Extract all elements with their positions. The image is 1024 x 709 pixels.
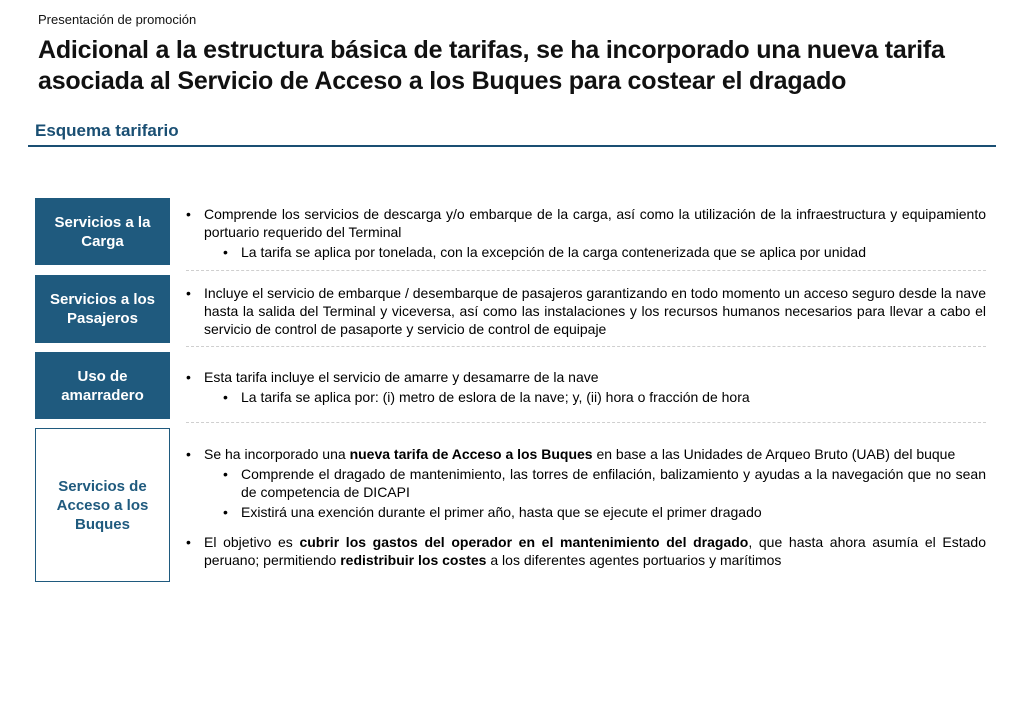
sub-bullet: • Comprende el dragado de mantenimiento, las torres de enfilación, balizamiento y ayudas a la navegación que no sean de competencia de DICAPI [186, 465, 986, 501]
content-uso-amarradero [186, 368, 986, 406]
bullet: • Esta tarifa incluye el servicio de amarre y desamarre de la nave [186, 368, 986, 386]
bullet-text: a los diferentes agentes portuarios y marítimos [486, 552, 782, 568]
bullet: • Comprende los servicios de descarga y/o embarque de la carga, así como la utilización de la infraestructura y equipamiento portuario requerido del Terminal [186, 205, 986, 241]
bullet [186, 533, 986, 569]
row-divider [186, 270, 986, 271]
bullet-text: El objetivo es [204, 534, 300, 550]
bullet-text: Se ha incorporado una [204, 446, 350, 462]
sub-bullet: • La tarifa se aplica por: (i) metro de eslora de la nave; y, (ii) hora o fracción de hora [186, 388, 986, 406]
section-rule [28, 145, 996, 147]
row-divider [186, 422, 986, 423]
kicker-text: Presentación de promoción [38, 12, 197, 27]
label-servicios-carga: Servicios a la Carga [35, 198, 170, 265]
section-title: Esquema tarifario [35, 121, 179, 140]
bullet [186, 445, 986, 463]
row-divider [186, 346, 986, 347]
bullet-bold: redistribuir los costes [340, 552, 487, 568]
sub-bullet: • Existirá una exención durante el primer año, hasta que se ejecute el primer dragado [186, 503, 986, 521]
bullet-text: en base a las Unidades de Arqueo Bruto (UAB) del buque [592, 446, 956, 462]
bullet: • Incluye el servicio de embarque / desembarque de pasajeros garantizando en todo momento un acceso seguro desde la nave hasta la salida del Terminal y viceversa, así como las instalaciones y los recursos humanos necesarios para llevar a cabo el servicio de control de pasaporte y servicio de control de equipaje [186, 284, 986, 338]
content-servicios-pasajeros [186, 284, 986, 338]
bullet-bold: nueva tarifa de Acceso a los Buques [349, 446, 593, 462]
bullet-text: , que hasta ahora asumía el Estado peruano; permitiendo [204, 534, 986, 568]
page-title: Adicional a la estructura básica de tarifas, se ha incorporado una nueva tarifa asociada al Servicio de Acceso a los Buques para costear el dragado [38, 36, 945, 95]
bullet-bold: cubrir los gastos del operador en el mantenimiento del dragado [299, 534, 749, 550]
label-servicios-pasajeros: Servicios a los Pasajeros [35, 275, 170, 343]
label-uso-amarradero: Uso de amarradero [35, 352, 170, 419]
sub-bullet: • La tarifa se aplica por tonelada, con la excepción de la carga contenerizada que se aplica por unidad [186, 243, 986, 261]
label-servicios-acceso-buques: Servicios de Acceso a los Buques [35, 428, 170, 582]
content-servicios-carga [186, 205, 986, 261]
content-servicios-acceso-buques [186, 445, 986, 569]
